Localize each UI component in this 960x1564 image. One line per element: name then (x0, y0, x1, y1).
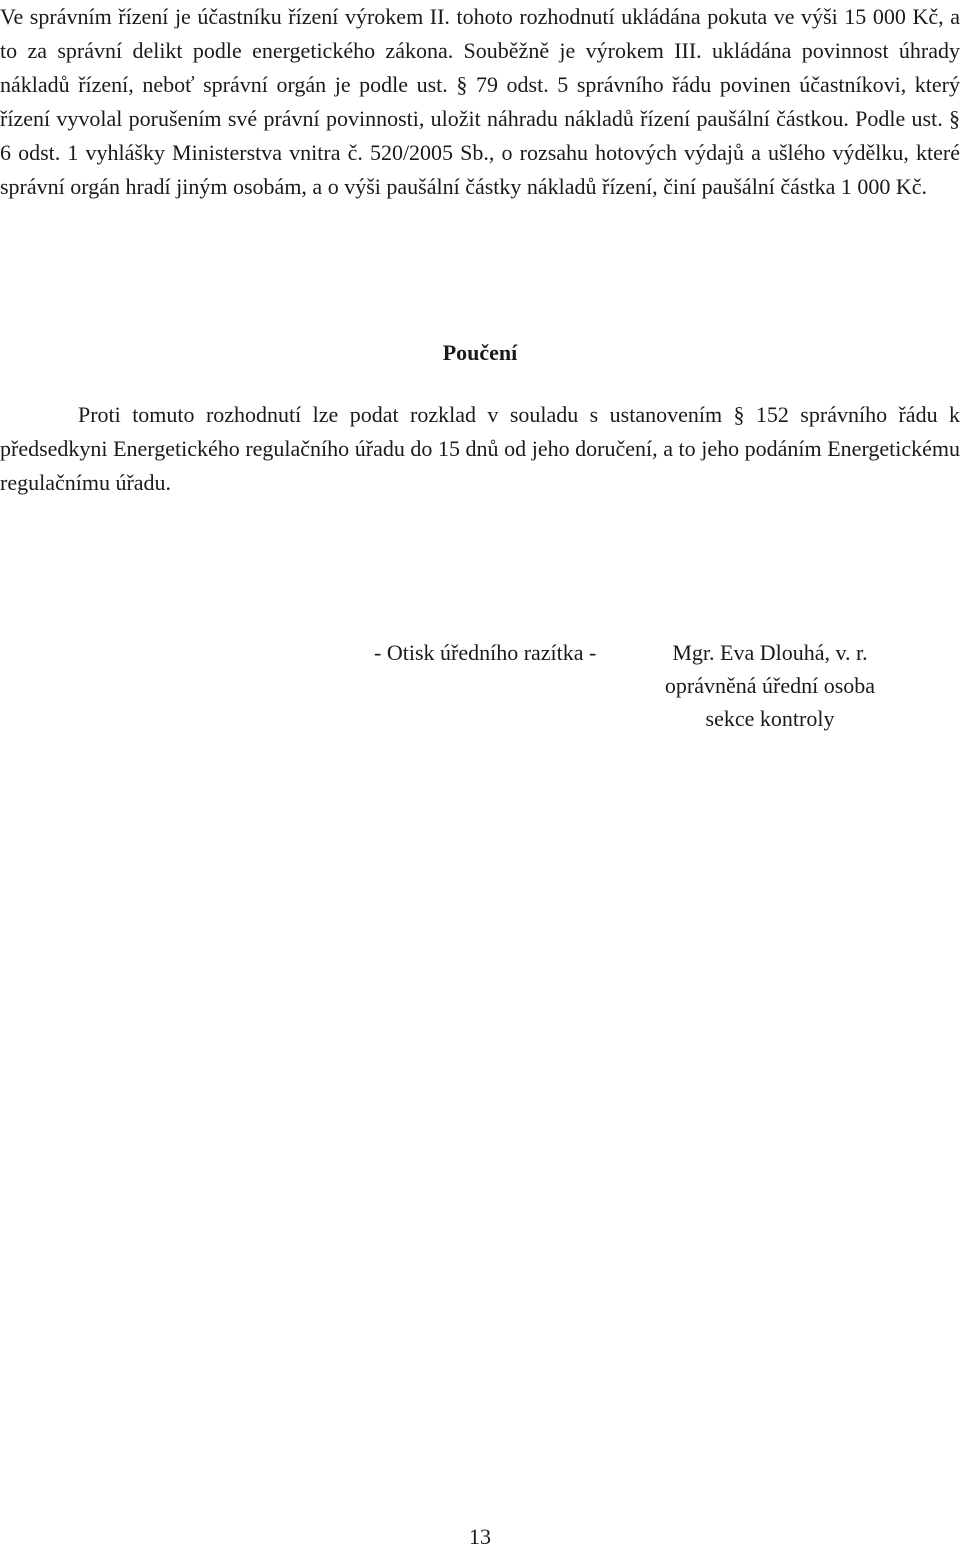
page-number: 13 (469, 1524, 491, 1549)
body-paragraph-costs: Ve správním řízení je účastníku řízení výrokem II. tohoto rozhodnutí ukládána pokuta ve výši 15 000 Kč, a to za správní delikt podle energetického zákona. Souběžně je výrokem III. ukládána povinnost úhrady nákladů řízení, neboť správní orgán je podle ust. § 79 odst. 5 správního řádu povinen účastníkovi, který řízení vyvolal porušením své právní povinnosti, uložit náhradu nákladů řízení paušální částkou. Podle ust. § 6 odst. 1 vyhlášky Ministerstva vnitra č. 520/2005 Sb., o rozsahu hotových výdajů a ušlého výdělku, které správní orgán hradí jiným osobám, a o výši paušální částky nákladů řízení, činí paušální částka 1 000 Kč. (0, 4, 960, 199)
signatory-role: oprávněná úřední osoba (664, 673, 876, 698)
official-stamp-placeholder: - Otisk úředního razítka - (374, 640, 597, 665)
signatory-name: Mgr. Eva Dlouhá, v. r. (672, 640, 868, 665)
signatory-department: sekce kontroly (705, 706, 835, 731)
signatory (640, 636, 900, 735)
section-heading-pouceni: Poučení (442, 340, 518, 365)
body-paragraph-appeal-instructions: Proti tomuto rozhodnutí lze podat rozklad v souladu s ustanovením § 152 správního řádu k předsedkyni Energetického regulačního úřadu do 15 dnů od jeho doručení, a to jeho podáním Energetickému regulačnímu úřadu. (0, 402, 960, 495)
